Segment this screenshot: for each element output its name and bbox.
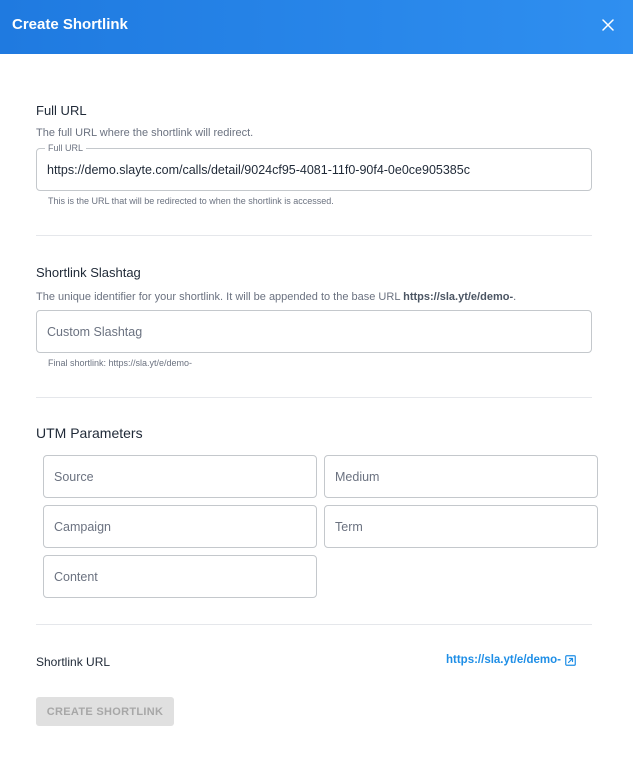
utm-title: UTM Parameters <box>36 425 143 441</box>
slashtag-input[interactable] <box>37 311 591 352</box>
full-url-helper: This is the URL that will be redirected to when the shortlink is accessed. <box>48 196 334 206</box>
utm-term-input[interactable] <box>325 506 597 547</box>
create-shortlink-button[interactable]: CREATE SHORTLINK <box>36 697 174 726</box>
utm-medium-input[interactable] <box>325 456 597 497</box>
utm-source-input[interactable] <box>44 456 316 497</box>
slashtag-description-end: . <box>513 291 517 303</box>
shortlink-url-label: Shortlink URL <box>36 655 111 669</box>
slashtag-field <box>36 310 592 353</box>
external-link-icon <box>565 655 576 666</box>
shortlink-url-text: https://sla.yt/e/demo- <box>446 654 562 666</box>
full-url-input[interactable] <box>37 149 591 190</box>
utm-medium-field <box>324 455 598 498</box>
divider <box>36 624 592 625</box>
slashtag-title: Shortlink Slashtag <box>36 265 141 280</box>
dialog-header <box>0 0 633 54</box>
full-url-field-label: Full URL <box>45 142 86 154</box>
full-url-title: Full URL <box>36 103 87 118</box>
utm-campaign-input[interactable] <box>44 506 316 547</box>
slashtag-base-url: https://sla.yt/e/demo- <box>403 291 514 303</box>
utm-term-field <box>324 505 598 548</box>
close-icon <box>602 19 614 31</box>
slashtag-description-text: The unique identifier for your shortlink. It will be appended to the base URL <box>36 291 404 303</box>
utm-content-input[interactable] <box>44 556 316 597</box>
divider <box>36 397 592 398</box>
close-button[interactable] <box>596 13 620 37</box>
utm-campaign-field <box>43 505 317 548</box>
dialog-title: Create Shortlink <box>12 16 128 33</box>
utm-source-field <box>43 455 317 498</box>
utm-content-field <box>43 555 317 598</box>
slashtag-helper: Final shortlink: https://sla.yt/e/demo- <box>48 358 193 368</box>
full-url-field <box>36 143 592 191</box>
shortlink-url-link[interactable] <box>446 654 576 666</box>
full-url-description: The full URL where the shortlink will redirect. <box>36 127 254 139</box>
divider <box>36 235 592 236</box>
slashtag-description <box>36 291 516 303</box>
